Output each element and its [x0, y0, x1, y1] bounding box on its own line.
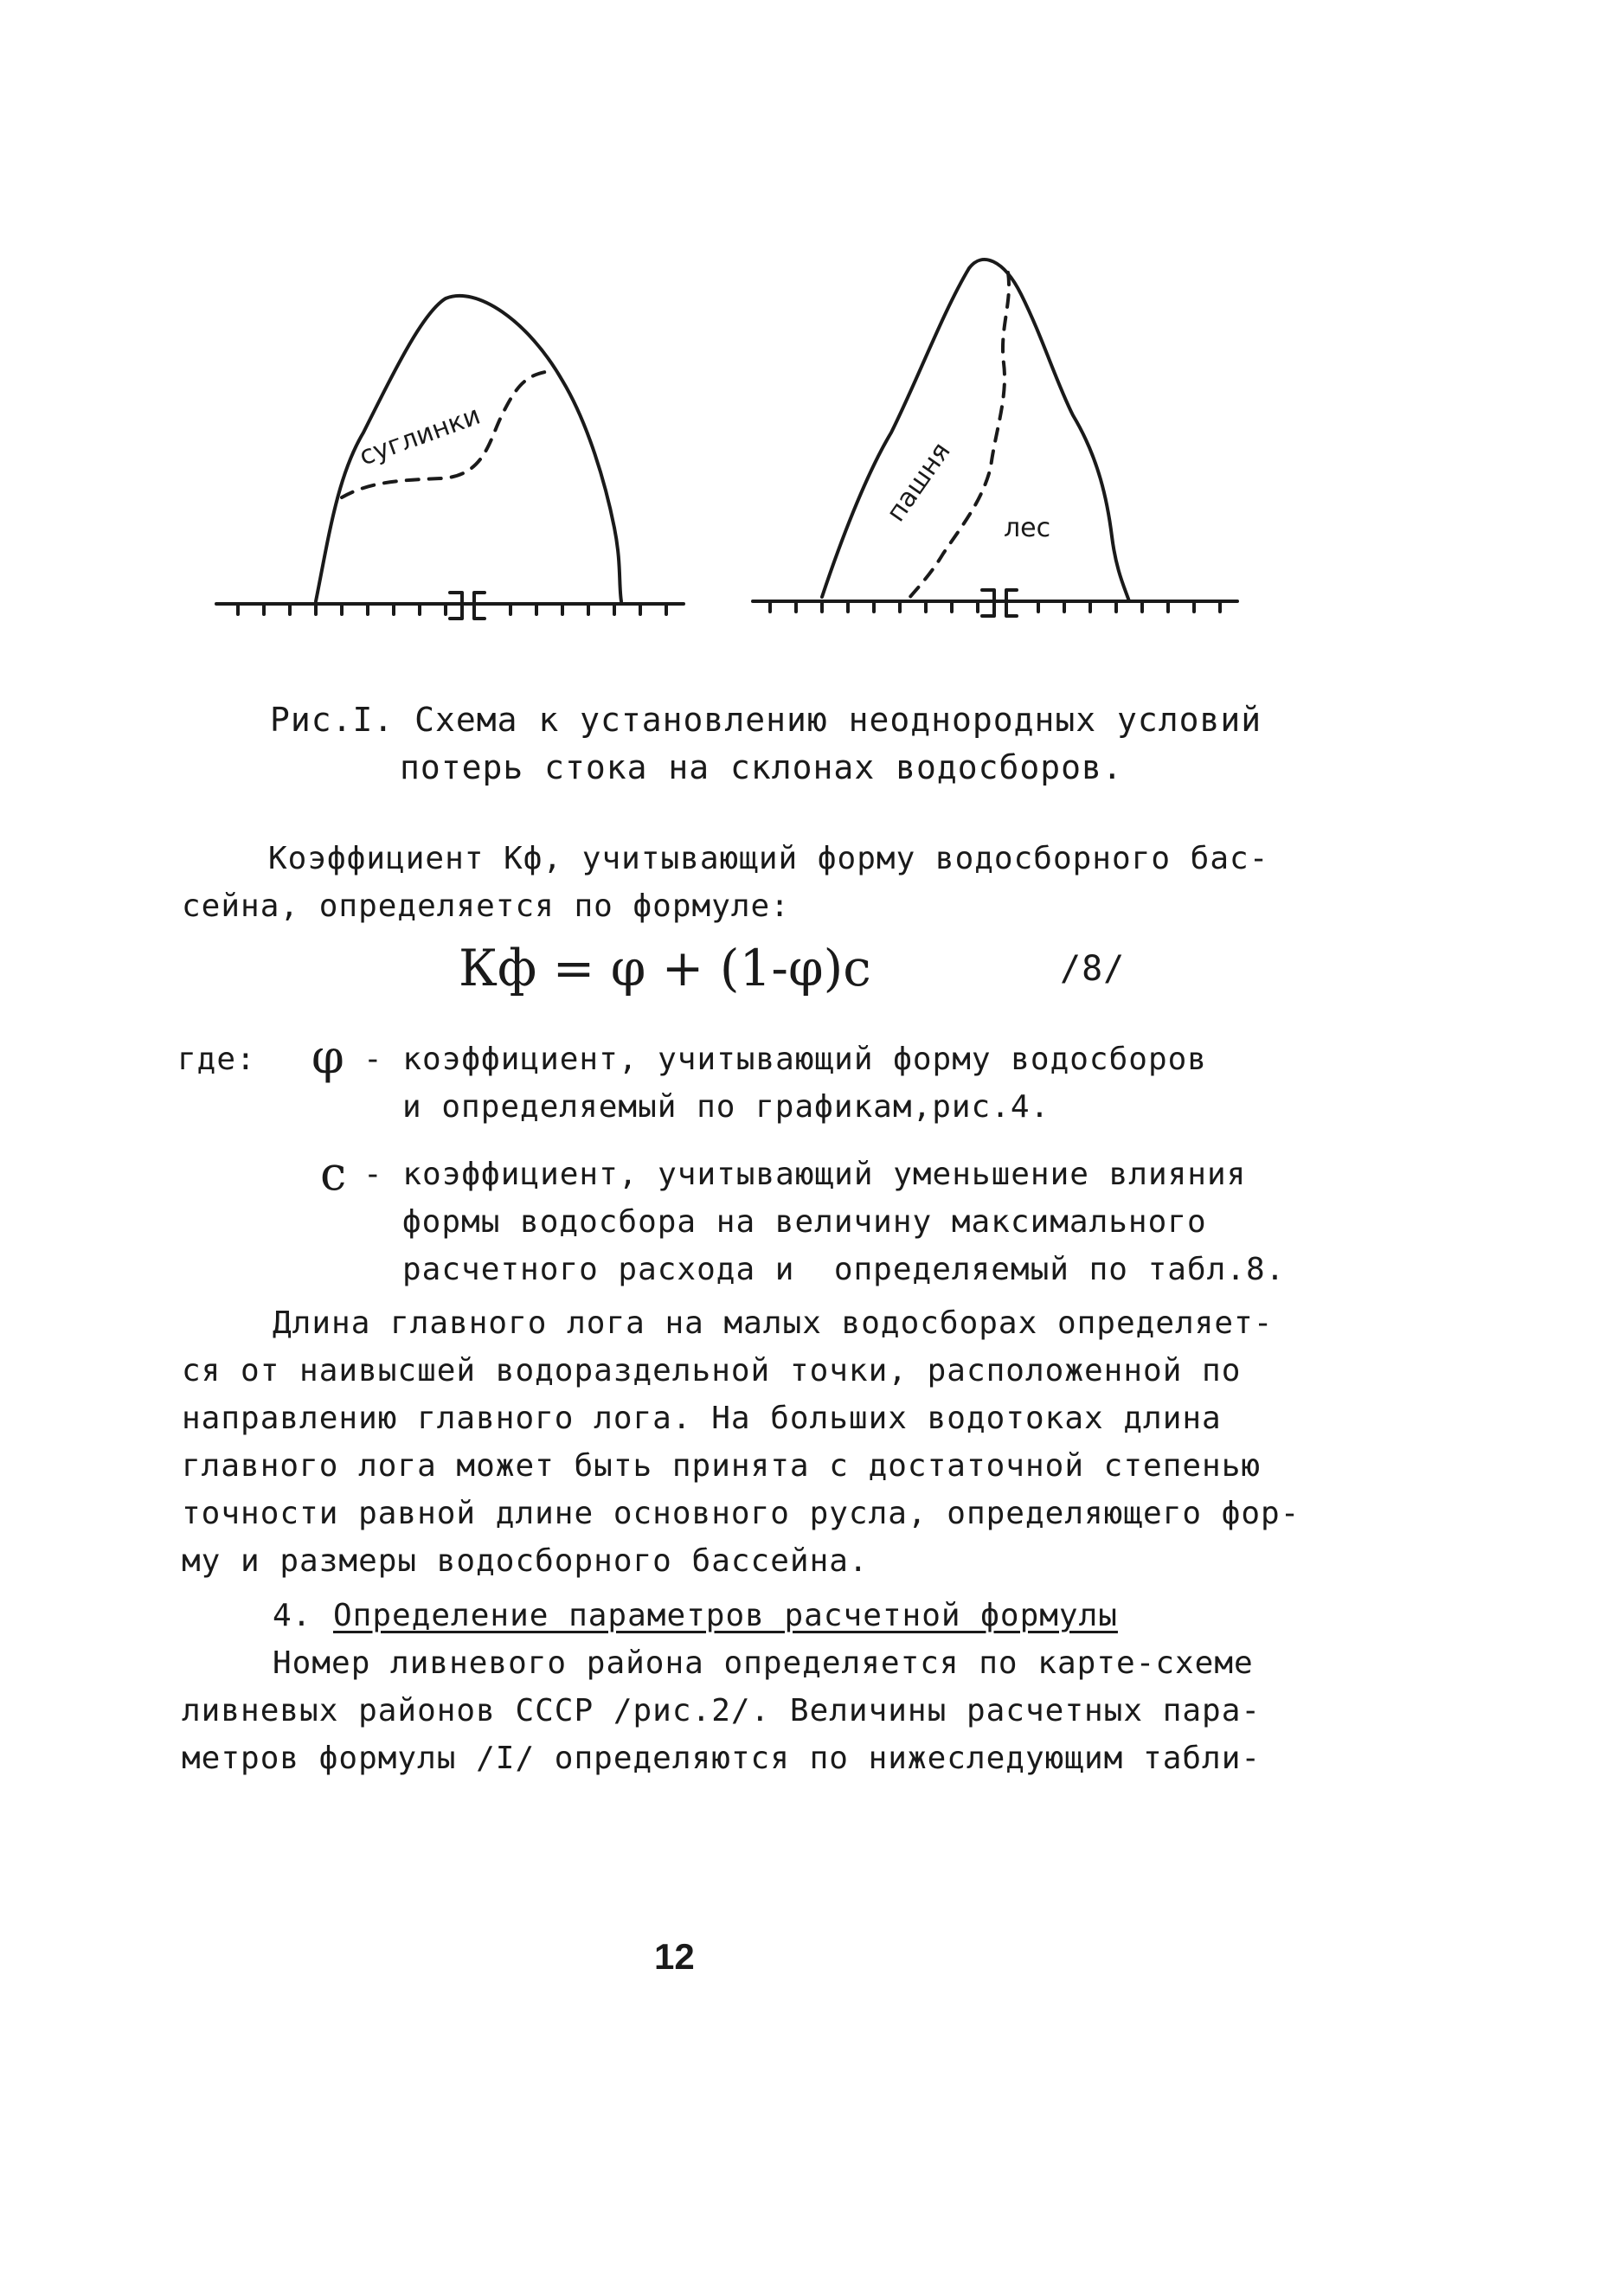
- right-ground-line: [753, 590, 1237, 616]
- figure-caption-line-1: Рис.I. Схема к установлению неоднородных условий: [270, 701, 1262, 739]
- section-line-1: Номер ливневого района определяется по карте-схеме: [273, 1645, 1254, 1681]
- formula: Кф = φ + (1-φ)c: [459, 939, 871, 997]
- right-field-label: пашня: [880, 437, 957, 528]
- c-symbol: c: [320, 1146, 347, 1201]
- paragraph-line-6: му и размеры водосборного бассейна.: [182, 1543, 869, 1579]
- intro-line-2: сейна, определяется по формуле:: [182, 888, 790, 924]
- section-title: Определение параметров расчетной формулы: [333, 1598, 1118, 1633]
- paragraph-line-4: главного лога может быть принята с достаточной степенью: [182, 1448, 1262, 1484]
- c-definition-line-1: - коэффициент, учитывающий уменьшение влияния: [363, 1157, 1247, 1192]
- right-watershed-outline: [822, 260, 1129, 601]
- paragraph-line-1: Длина главного лога на малых водосборах определяет-: [273, 1305, 1274, 1341]
- intro-line-1: Коэффициент Кф, учитывающий форму водосборного бас-: [268, 841, 1269, 876]
- figure-caption-line-2: потерь стока на склонах водосборов.: [400, 748, 1123, 786]
- paragraph-line-5: точности равной длине основного русла, определяющего фор-: [182, 1496, 1300, 1531]
- right-land-boundary: [904, 273, 1009, 604]
- watershed-scheme-figure: [199, 234, 1255, 640]
- formula-number: /8/: [1060, 949, 1126, 989]
- section-line-3: метров формулы /I/ определяются по нижеследующим табли-: [182, 1741, 1262, 1776]
- right-forest-label: лес: [1004, 513, 1051, 543]
- c-definition-line-2: формы водосбора на величину максимального: [402, 1204, 1207, 1240]
- phi-definition-line-1: - коэффициент, учитывающий форму водосборов: [363, 1042, 1207, 1077]
- section-number: 4.: [273, 1598, 312, 1633]
- page-number: 12: [654, 1936, 695, 1977]
- left-soil-label: суглинки: [355, 400, 485, 472]
- left-ground-line: [216, 593, 684, 619]
- where-label: где:: [177, 1042, 256, 1077]
- section-line-2: ливневых районов СССР /рис.2/. Величины расчетных пара-: [182, 1693, 1262, 1728]
- paragraph-line-2: ся от наивысшей водораздельной точки, расположенной по: [182, 1353, 1242, 1389]
- paragraph-line-3: направлению главного лога. На больших водотоках длина: [182, 1401, 1222, 1436]
- phi-symbol: φ: [311, 1029, 344, 1084]
- c-definition-line-3: расчетного расхода и определяемый по табл.8.: [402, 1252, 1286, 1287]
- phi-definition-line-2: и определяемый по графикам,рис.4.: [402, 1089, 1050, 1125]
